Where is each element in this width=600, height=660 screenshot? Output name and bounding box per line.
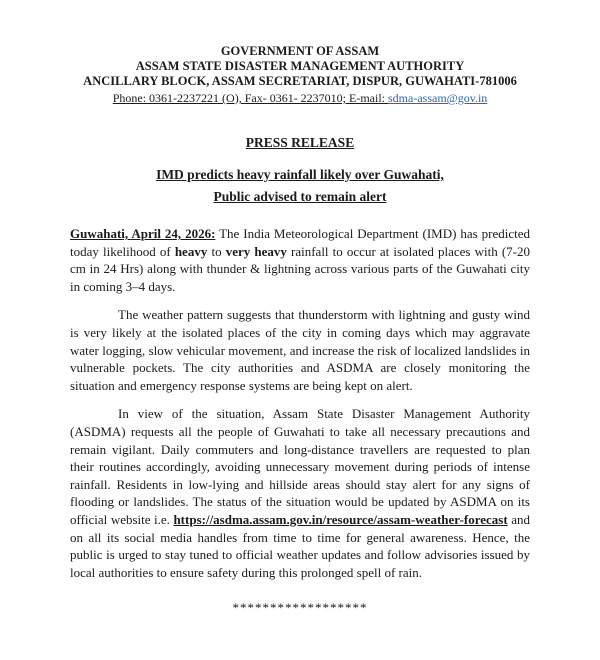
org-address-line: ANCILLARY BLOCK, ASSAM SECRETARIAT, DISPUR, GUWAHATI-781006 xyxy=(83,74,517,88)
contact-text: Phone: 0361-2237221 (O), Fax- 0361- 2237010; E-mail: xyxy=(112,91,389,105)
document-body xyxy=(70,225,530,581)
paragraph-1-bold-very-heavy: very heavy xyxy=(225,243,287,259)
press-release-heading xyxy=(70,135,530,151)
email-link[interactable]: sdma-assam@gov.in xyxy=(388,91,488,105)
press-release-heading-text: PRESS RELEASE xyxy=(245,135,355,150)
paragraph-1 xyxy=(70,225,530,295)
website-link[interactable]: https://asdma.assam.gov.in/resource/assam-weather-forecast xyxy=(173,511,508,527)
paragraph-2: The weather pattern suggests that thunderstorm with lightning and gusty wind is very likely at the isolated places of the city in coming days which may aggravate water logging, slow vehicular movement, and increase the risk of localized landslides in vulnerable pockets. The city authorities and ASDMA are closely monitoring the situation and emergency response systems are being kept on alert. xyxy=(70,307,530,393)
org-authority-line: ASSAM STATE DISASTER MANAGEMENT AUTHORITY xyxy=(135,59,465,73)
paragraph-1-text-a: The India Meteorological Department (IMD) has predicted today likelihood of xyxy=(70,226,531,259)
end-separator: ****************** xyxy=(232,600,368,616)
org-government-line: GOVERNMENT OF ASSAM xyxy=(220,44,380,58)
document-title xyxy=(70,164,530,208)
dateline: Guwahati, April 24, 2026: xyxy=(70,226,216,241)
paragraph-3-text-a: In view of the situation, Assam State Disaster Management Authority (ASDMA) requests all the people of Guwahati to take all necessary precautions and remain vigilant. Daily commuters and long-distance travellers are requested to plan their routines accordingly, avoiding unnecessary movement during periods of intense rainfall. Residents in low-lying and hillside areas should stay alert for any signs of flooding or landslides. The status of the situation would be updated by ASDMA on its official website i.e. xyxy=(70,406,530,527)
document-title-line1: IMD predicts heavy rainfall likely over Guwahati, xyxy=(156,167,444,182)
paragraph-3-text-b: and on all its social media handles from time to time for general awareness. Hence, the public is urged to stay tuned to official weather updates and follow advisories issued by local authorities to ensure safety during this prolonged spell of rain. xyxy=(70,511,530,580)
contact-line xyxy=(70,90,530,106)
document-title-line2: Public advised to remain alert xyxy=(213,189,387,204)
paragraph-1-bold-heavy: heavy xyxy=(174,243,208,259)
paragraph-1-text-b: to xyxy=(207,243,226,259)
paragraph-3 xyxy=(70,405,530,581)
paragraph-1-text-c: rainfall to occur at isolated places with (7-20 cm in 24 Hrs) along with thunder & lightning across various parts of the Guwahati city in coming 3–4 days. xyxy=(70,243,530,294)
letterhead xyxy=(70,44,530,106)
